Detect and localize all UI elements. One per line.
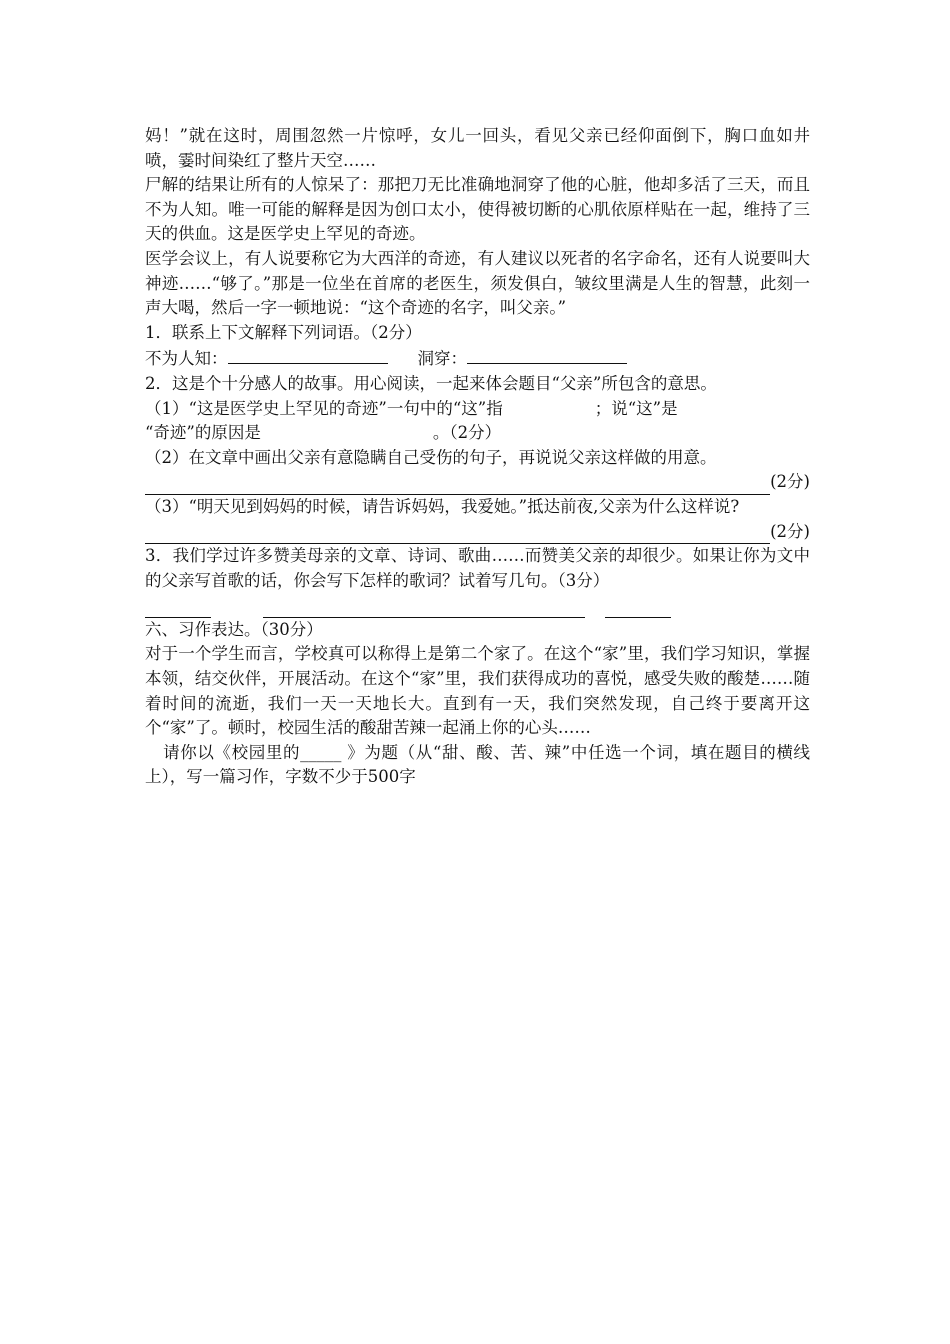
q2-3-score: (2分) <box>770 521 810 541</box>
q3-answer-lines <box>145 593 810 618</box>
q2-1-text-c: “奇迹”的原因是 <box>145 423 261 443</box>
writing-section-title: 六、习作表达。（30分） <box>145 619 323 639</box>
question-3: 3．我们学过许多赞美母亲的文章、诗词、歌曲……而赞美父亲的却很少。如果让你为文中的父亲写首歌的话，你会写下怎样的歌词？试着写几句。（3分） <box>145 546 810 590</box>
story-paragraph-3: 医学会议上，有人说要称它为大西洋的奇迹，有人建议以死者的名字命名，还有人说要叫大神迹……“够了。”那是一位坐在首席的老医生，须发俱白，皱纹里满是人生的智慧，此刻一声大喝，然后一字一顿地说：“这个奇迹的名字，叫父亲。” <box>145 248 810 318</box>
q2-2-score: (2分) <box>770 472 810 492</box>
q1-word-2-label: 洞穿： <box>417 349 467 369</box>
exam-page <box>145 124 810 790</box>
q2-2-answer-line <box>145 470 810 495</box>
q2-1-text-a: （1）“这是医学史上罕见的奇迹”一句中的“这”指 <box>145 398 503 418</box>
q2-1-text-d: 。（2分） <box>432 423 502 443</box>
q1-word-1-label: 不为人知： <box>145 349 228 369</box>
q3-answer-blank-1[interactable] <box>145 603 211 618</box>
question-2-title: 2．这是个十分感人的故事。用心阅读，一起来体会题目“父亲”所包含的意思。 <box>145 373 717 393</box>
q1-answer-2-blank[interactable] <box>467 345 627 364</box>
q2-3-answer-blank[interactable] <box>145 527 770 544</box>
q2-3-answer-line <box>145 520 810 545</box>
question-2-1-line-a <box>145 397 810 422</box>
writing-prompt-paragraph: 对于一个学生而言，学校真可以称得上是第二个家了。在这个“家”里，我们学习知识，掌握本领，结交伙伴，开展活动。在这个“家”里，我们获得成功的喜悦，感受失败的酸楚……随着时间的流逝，我们一天一天地长大。直到有一天，我们突然发现，自己终于要离开这个“家”了。顿时，校园生活的酸甜苦辣一起涌上你的心头…… <box>145 644 810 738</box>
question-2-2: （2）在文章中画出父亲有意隐瞒自己受伤的句子，再说说父亲这样做的用意。 <box>145 447 717 467</box>
question-2-3: （3）“明天见到妈妈的时候，请告诉妈妈，我爱她。”抵达前夜,父亲为什么这样说? <box>145 496 740 516</box>
q3-answer-blank-3[interactable] <box>605 603 671 618</box>
q2-1-text-b: ；说“这”是 <box>594 398 678 418</box>
q1-answer-1-blank[interactable] <box>228 345 388 364</box>
story-paragraph-1: 妈！”就在这时，周围忽然一片惊呼，女儿一回头，看见父亲已经仰面倒下，胸口血如井喷，霎时间染红了整片天空…… <box>145 126 810 170</box>
question-1-title: 1．联系上下文解释下列词语。（2分） <box>145 322 422 342</box>
q3-answer-blank-2[interactable] <box>263 603 585 618</box>
question-1-answers <box>145 345 810 372</box>
writing-instructions: 请你以《校园里的_____ 》为题（从“甜、酸、苦、辣”中任选一个词，填在题目的横线上），写一篇习作，字数不少于500字 <box>145 742 810 787</box>
q2-2-answer-blank[interactable] <box>145 478 770 495</box>
question-2-1-line-b <box>145 421 810 446</box>
story-paragraph-2: 尸解的结果让所有的人惊呆了：那把刀无比准确地洞穿了他的心脏，他却多活了三天，而且不为人知。唯一可能的解释是因为创口太小，使得被切断的心肌依原样贴在一起，维持了三天的供血。这是医学史上罕见的奇迹。 <box>145 175 810 244</box>
